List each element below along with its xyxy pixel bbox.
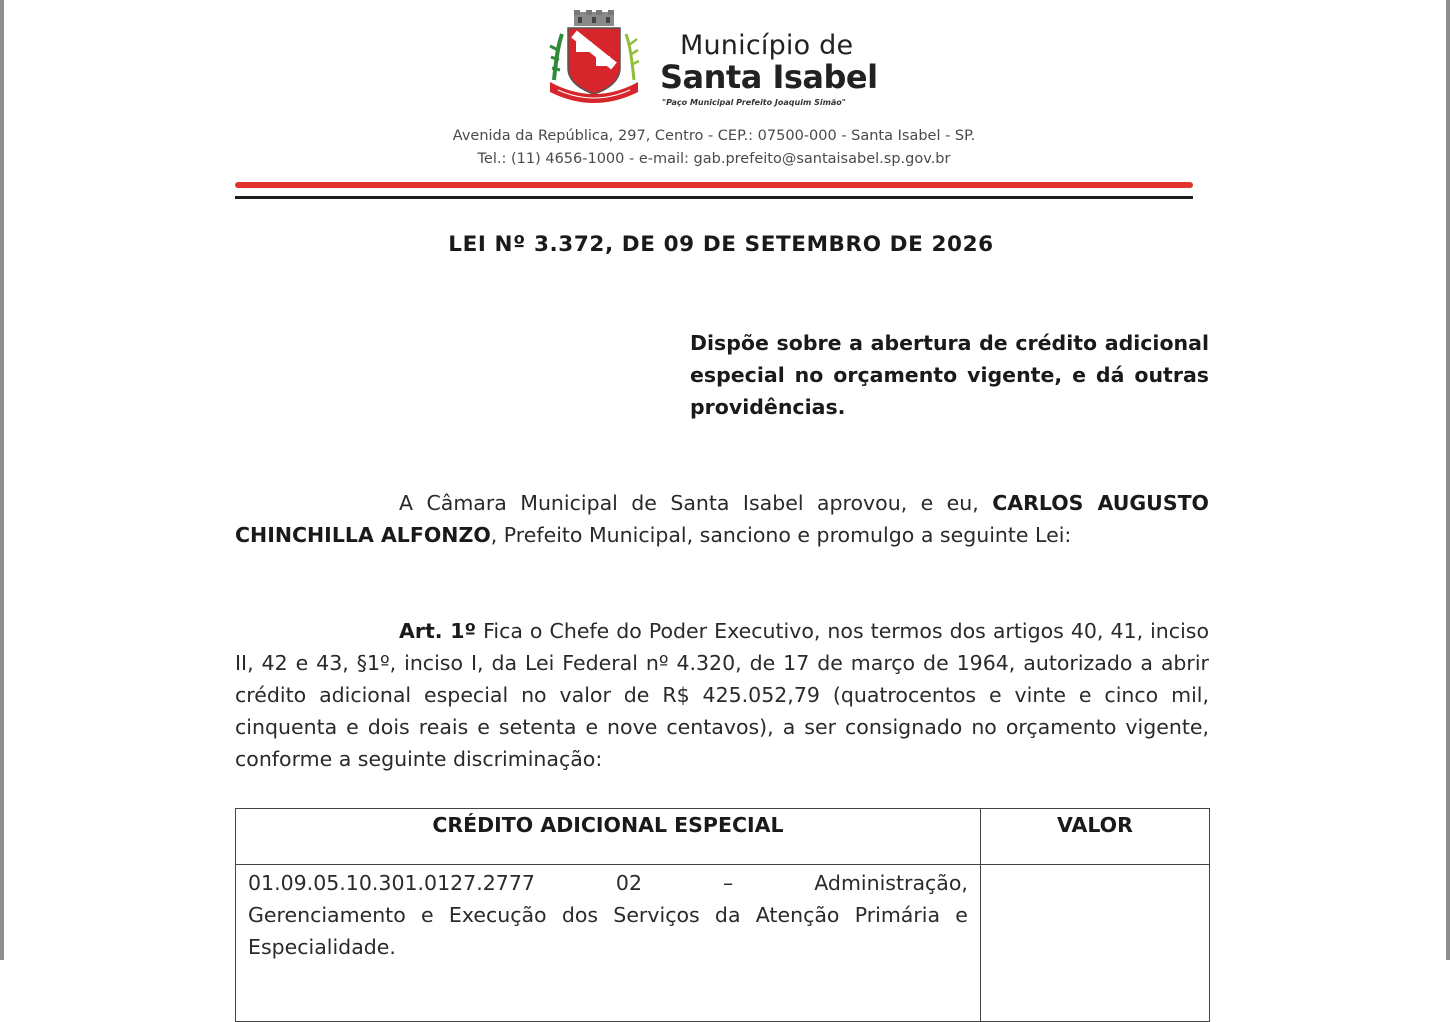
page-border-left bbox=[0, 0, 4, 960]
contact-line: Tel.: (11) 4656-1000 - e-mail: gab.prefeito@santaisabel.sp.gov.br bbox=[477, 151, 951, 167]
municipality-label: Município de bbox=[680, 30, 854, 61]
law-title: LEI Nº 3.372, DE 09 DE SETEMBRO DE 2026 bbox=[448, 232, 994, 257]
credit-table bbox=[235, 808, 1210, 1022]
table-header-row bbox=[236, 809, 1210, 865]
address-line: Avenida da República, 297, Centro - CEP.: 07500-000 - Santa Isabel - SP. bbox=[452, 128, 976, 144]
preamble-end: , Prefeito Municipal, sanciono e promulgo a seguinte Lei: bbox=[490, 523, 1072, 547]
header-rule-red bbox=[235, 182, 1193, 188]
budget-code-line bbox=[248, 867, 968, 899]
description-rest: Gerenciamento e Execução dos Serviços da Atenção Primária e Especialidade. bbox=[248, 903, 968, 959]
source-code: 02 bbox=[615, 871, 643, 895]
article-1-paragraph bbox=[235, 615, 1209, 775]
municipality-motto: "Paço Municipal Prefeito Joaquim Simão" bbox=[662, 98, 846, 107]
table-header-value: VALOR bbox=[980, 809, 1209, 865]
coat-of-arms-icon bbox=[544, 10, 644, 110]
budget-code: 01.09.05.10.301.0127.2777 bbox=[248, 871, 535, 895]
mayor-name: CARLOS AUGUSTO CHINCHILLA ALFONZO bbox=[235, 491, 1209, 547]
municipality-name: Santa Isabel bbox=[660, 58, 878, 96]
table-row bbox=[236, 865, 1210, 1022]
table-header-credit: CRÉDITO ADICIONAL ESPECIAL bbox=[236, 809, 981, 865]
article-1-label: Art. 1º bbox=[399, 619, 477, 643]
article-1-text: Fica o Chefe do Poder Executivo, nos termos dos artigos 40, 41, inciso II, 42 e 43, §1º, inciso I, da Lei Federal nº 4.320, de 17 de março de 1964, autorizado a abrir crédito adicional especial no valor de R$ 425.052,79 (quatrocentos e vinte e cinco mil, cinquenta e dois reais e setenta e nove centavos), a ser consignado no orçamento vigente, conforme a seguinte discriminação: bbox=[235, 619, 1209, 771]
preamble-paragraph bbox=[235, 487, 1209, 551]
law-ementa: Dispõe sobre a abertura de crédito adicional especial no orçamento vigente, e dá outras providências. bbox=[690, 331, 1209, 419]
code-dash: – bbox=[723, 871, 734, 895]
table-cell-description bbox=[236, 865, 981, 1022]
page-border-right bbox=[1446, 0, 1450, 960]
table-cell-value bbox=[980, 865, 1209, 1022]
header-rule-black bbox=[235, 196, 1193, 199]
preamble-start: A Câmara Municipal de Santa Isabel aprovou, e eu, bbox=[399, 491, 979, 515]
description-first-word: Administração, bbox=[814, 871, 968, 895]
